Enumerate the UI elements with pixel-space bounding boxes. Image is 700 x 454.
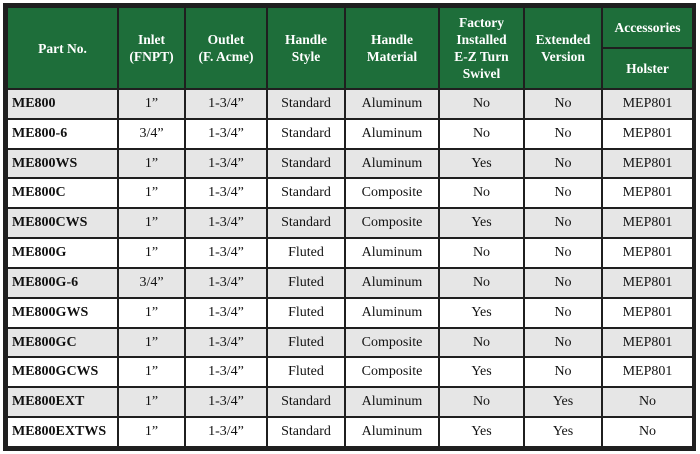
handle-style-cell: Standard — [268, 418, 344, 446]
handle-material-cell: Aluminum — [346, 299, 438, 327]
inlet-cell: 1” — [119, 239, 184, 267]
extended-cell: Yes — [525, 418, 601, 446]
inlet-cell: 1” — [119, 179, 184, 207]
holster-cell: MEP801 — [603, 90, 692, 118]
inlet-cell: 1” — [119, 418, 184, 446]
spec-table-frame — [3, 3, 696, 451]
header-extended: Extended Version — [525, 8, 601, 88]
part-no-cell: ME800GWS — [8, 299, 117, 327]
outlet-cell: 1-3/4” — [186, 358, 266, 386]
table-row — [8, 418, 692, 446]
inlet-cell: 1” — [119, 358, 184, 386]
inlet-cell: 1” — [119, 299, 184, 327]
holster-cell: MEP801 — [603, 209, 692, 237]
extended-cell: No — [525, 120, 601, 148]
table-row — [8, 90, 692, 118]
extended-cell: No — [525, 209, 601, 237]
header-handle-material: Handle Material — [346, 8, 438, 88]
swivel-cell: No — [440, 239, 523, 267]
handle-style-cell: Standard — [268, 90, 344, 118]
spec-table — [6, 6, 694, 448]
part-no-cell: ME800GC — [8, 329, 117, 357]
outlet-cell: 1-3/4” — [186, 90, 266, 118]
swivel-cell: Yes — [440, 299, 523, 327]
outlet-cell: 1-3/4” — [186, 329, 266, 357]
table-row — [8, 269, 692, 297]
handle-material-cell: Aluminum — [346, 90, 438, 118]
table-row — [8, 329, 692, 357]
handle-style-cell: Fluted — [268, 239, 344, 267]
handle-material-cell: Composite — [346, 179, 438, 207]
table-row — [8, 150, 692, 178]
outlet-cell: 1-3/4” — [186, 418, 266, 446]
part-no-cell: ME800CWS — [8, 209, 117, 237]
header-handle-style: Handle Style — [268, 8, 344, 88]
handle-style-cell: Standard — [268, 209, 344, 237]
handle-style-cell: Standard — [268, 388, 344, 416]
handle-material-cell: Aluminum — [346, 120, 438, 148]
outlet-cell: 1-3/4” — [186, 299, 266, 327]
holster-cell: MEP801 — [603, 179, 692, 207]
inlet-cell: 1” — [119, 90, 184, 118]
holster-cell: No — [603, 388, 692, 416]
swivel-cell: No — [440, 329, 523, 357]
outlet-cell: 1-3/4” — [186, 388, 266, 416]
outlet-cell: 1-3/4” — [186, 179, 266, 207]
holster-cell: MEP801 — [603, 358, 692, 386]
inlet-cell: 3/4” — [119, 269, 184, 297]
header-part-no: Part No. — [8, 8, 117, 88]
handle-material-cell: Composite — [346, 358, 438, 386]
table-row — [8, 179, 692, 207]
inlet-cell: 3/4” — [119, 120, 184, 148]
holster-cell: MEP801 — [603, 239, 692, 267]
extended-cell: Yes — [525, 388, 601, 416]
handle-style-cell: Fluted — [268, 269, 344, 297]
handle-style-cell: Standard — [268, 179, 344, 207]
extended-cell: No — [525, 150, 601, 178]
handle-style-cell: Standard — [268, 120, 344, 148]
header-accessories: Accessories — [603, 8, 692, 47]
swivel-cell: Yes — [440, 418, 523, 446]
part-no-cell: ME800G-6 — [8, 269, 117, 297]
handle-material-cell: Aluminum — [346, 239, 438, 267]
outlet-cell: 1-3/4” — [186, 269, 266, 297]
header-swivel: Factory Installed E-Z Turn Swivel — [440, 8, 523, 88]
table-row — [8, 388, 692, 416]
extended-cell: No — [525, 90, 601, 118]
part-no-cell: ME800C — [8, 179, 117, 207]
extended-cell: No — [525, 179, 601, 207]
swivel-cell: Yes — [440, 150, 523, 178]
handle-material-cell: Aluminum — [346, 269, 438, 297]
part-no-cell: ME800G — [8, 239, 117, 267]
swivel-cell: Yes — [440, 358, 523, 386]
table-row — [8, 299, 692, 327]
table-row — [8, 358, 692, 386]
swivel-cell: No — [440, 120, 523, 148]
table-row — [8, 209, 692, 237]
handle-material-cell: Aluminum — [346, 150, 438, 178]
inlet-cell: 1” — [119, 209, 184, 237]
inlet-cell: 1” — [119, 150, 184, 178]
table-body — [8, 90, 692, 446]
table-row — [8, 120, 692, 148]
swivel-cell: No — [440, 179, 523, 207]
part-no-cell: ME800GCWS — [8, 358, 117, 386]
handle-style-cell: Fluted — [268, 358, 344, 386]
part-no-cell: ME800EXT — [8, 388, 117, 416]
swivel-cell: No — [440, 269, 523, 297]
handle-material-cell: Aluminum — [346, 388, 438, 416]
table-row — [8, 239, 692, 267]
handle-style-cell: Fluted — [268, 299, 344, 327]
outlet-cell: 1-3/4” — [186, 120, 266, 148]
header-holster: Holster — [603, 49, 692, 88]
extended-cell: No — [525, 239, 601, 267]
outlet-cell: 1-3/4” — [186, 239, 266, 267]
header-outlet: Outlet (F. Acme) — [186, 8, 266, 88]
handle-material-cell: Aluminum — [346, 418, 438, 446]
holster-cell: No — [603, 418, 692, 446]
handle-style-cell: Fluted — [268, 329, 344, 357]
inlet-cell: 1” — [119, 388, 184, 416]
handle-material-cell: Composite — [346, 329, 438, 357]
extended-cell: No — [525, 358, 601, 386]
swivel-cell: Yes — [440, 209, 523, 237]
part-no-cell: ME800-6 — [8, 120, 117, 148]
part-no-cell: ME800WS — [8, 150, 117, 178]
holster-cell: MEP801 — [603, 120, 692, 148]
inlet-cell: 1” — [119, 329, 184, 357]
handle-material-cell: Composite — [346, 209, 438, 237]
outlet-cell: 1-3/4” — [186, 209, 266, 237]
swivel-cell: No — [440, 90, 523, 118]
header-inlet: Inlet (FNPT) — [119, 8, 184, 88]
extended-cell: No — [525, 269, 601, 297]
part-no-cell: ME800EXTWS — [8, 418, 117, 446]
handle-style-cell: Standard — [268, 150, 344, 178]
holster-cell: MEP801 — [603, 150, 692, 178]
extended-cell: No — [525, 329, 601, 357]
part-no-cell: ME800 — [8, 90, 117, 118]
holster-cell: MEP801 — [603, 269, 692, 297]
swivel-cell: No — [440, 388, 523, 416]
holster-cell: MEP801 — [603, 329, 692, 357]
holster-cell: MEP801 — [603, 299, 692, 327]
extended-cell: No — [525, 299, 601, 327]
outlet-cell: 1-3/4” — [186, 150, 266, 178]
